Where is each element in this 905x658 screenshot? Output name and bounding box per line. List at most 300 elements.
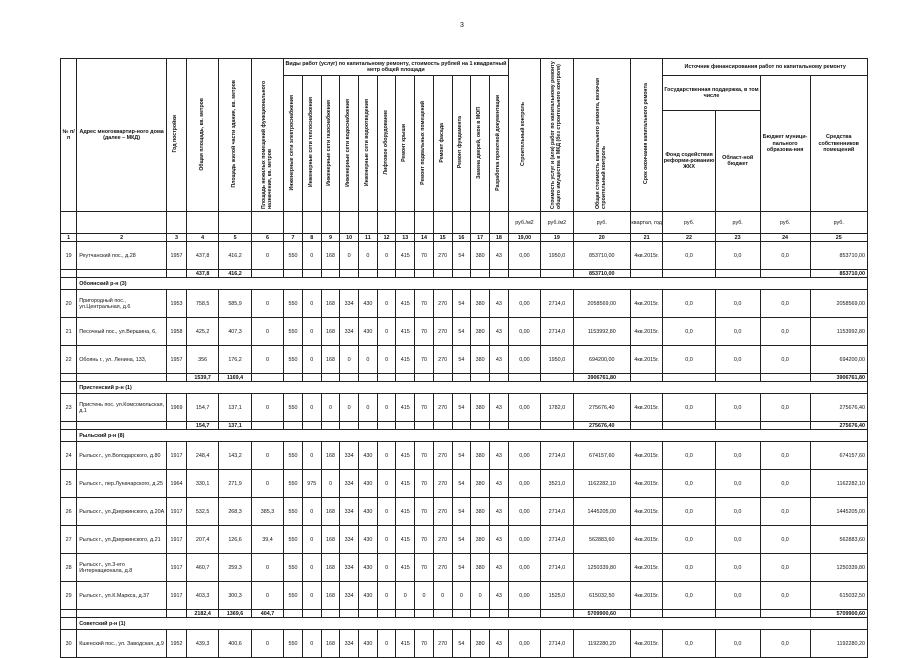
table-cell: 334	[340, 526, 359, 554]
table-cell: 0	[302, 582, 321, 610]
table-cell: 0	[302, 442, 321, 470]
table-cell: 0,00	[508, 630, 540, 658]
table-cell: 2182,4	[186, 610, 218, 618]
table-cell: 1162282,10	[810, 470, 868, 498]
table-cell: 4кв.2015г.	[630, 582, 662, 610]
table-cell: 43	[489, 498, 508, 526]
table-cell: 550	[284, 442, 303, 470]
table-cell	[452, 270, 471, 278]
table-cell: 550	[284, 346, 303, 374]
table-cell: 0,0	[760, 498, 810, 526]
table-cell: 54	[452, 242, 471, 270]
table-cell: 334	[340, 582, 359, 610]
unit-cell: руб.	[715, 212, 760, 234]
column-index-cell: 24	[760, 234, 810, 242]
table-cell: 43	[489, 290, 508, 318]
header-municipal: Бюджет муници-пального образова-ния	[760, 76, 810, 212]
table-cell: 2714,0	[541, 318, 573, 346]
table-cell: 248,4	[186, 442, 218, 470]
table-cell: 550	[284, 554, 303, 582]
table-cell	[359, 610, 378, 618]
unit-cell: руб.	[760, 212, 810, 234]
table-cell: 54	[452, 442, 471, 470]
unit-cell: руб./м2	[508, 212, 540, 234]
table-cell: 270	[433, 242, 452, 270]
header-work-6: Лифтовое оборудование	[382, 110, 389, 175]
table-cell	[340, 610, 359, 618]
capital-repair-table	[60, 58, 868, 658]
table-cell	[760, 374, 810, 382]
table-cell: 1917	[166, 582, 186, 610]
table-cell	[284, 270, 303, 278]
unit-cell: руб.	[810, 212, 868, 234]
table-cell: 407,3	[219, 318, 251, 346]
table-cell	[166, 374, 186, 382]
address-cell	[77, 270, 167, 278]
table-cell: 0	[377, 554, 396, 582]
header-work-11: Замена дверей, окон в МОП	[476, 106, 483, 179]
table-cell: 0	[302, 498, 321, 526]
column-index-cell: 16	[452, 234, 471, 242]
table-cell: 615032,50	[810, 582, 868, 610]
address-cell	[77, 610, 167, 618]
address-cell: Песочный пос., ул.Вершина, 6,	[77, 318, 167, 346]
table-cell: 415	[396, 394, 415, 422]
table-cell: 0,0	[760, 394, 810, 422]
table-cell: 380	[471, 498, 490, 526]
table-cell: 1445205,00	[810, 498, 868, 526]
table-cell: 275676,40	[573, 394, 630, 422]
table-cell: 550	[284, 318, 303, 346]
header-work-2: Инженерные сети теплоснабжения	[307, 97, 314, 188]
table-cell	[715, 422, 760, 430]
table-cell: 1952	[166, 630, 186, 658]
table-cell: 415	[396, 470, 415, 498]
table-cell	[715, 374, 760, 382]
address-cell: Рыльск г., пер.Луначарского, д.25	[77, 470, 167, 498]
table-cell: 0	[359, 394, 378, 422]
district-row	[61, 430, 868, 442]
table-cell	[166, 422, 186, 430]
table-cell: 176,2	[219, 346, 251, 374]
address-cell: Реутчанский пос., д.28	[77, 242, 167, 270]
table-cell: 853710,00	[810, 242, 868, 270]
district-row	[61, 618, 868, 630]
table-cell: 271,9	[219, 470, 251, 498]
header-total-cost: Общая стоимость капитального ремонта, включая строительный контроль	[594, 77, 607, 209]
table-cell	[760, 422, 810, 430]
header-living-area: Площадь жилой части здания, кв. метров	[231, 80, 238, 188]
table-cell	[541, 270, 573, 278]
table-cell: 1917	[166, 526, 186, 554]
column-index-cell: 18	[489, 234, 508, 242]
header-no: № п/п	[61, 59, 77, 212]
column-index-cell: 11	[359, 234, 378, 242]
table-cell	[396, 270, 415, 278]
table-cell	[321, 270, 340, 278]
table-cell: 54	[452, 498, 471, 526]
table-cell: 1957	[166, 346, 186, 374]
table-cell	[508, 422, 540, 430]
table-cell: 2714,0	[541, 554, 573, 582]
table-cell: 0,0	[760, 318, 810, 346]
table-cell: 0,0	[715, 242, 760, 270]
table-cell: 0,0	[760, 526, 810, 554]
address-cell	[77, 422, 167, 430]
table-cell: 430	[359, 470, 378, 498]
table-cell: 0,0	[663, 242, 715, 270]
table-cell	[321, 610, 340, 618]
table-cell: 0,0	[663, 442, 715, 470]
table-cell: 0,0	[760, 442, 810, 470]
table-cell: 43	[489, 526, 508, 554]
table-cell	[541, 422, 573, 430]
column-index-row	[61, 234, 868, 242]
table-cell	[489, 270, 508, 278]
table-cell: 3906761,80	[573, 374, 630, 382]
header-own-funds: Средства собственников помещений	[810, 76, 868, 212]
table-cell: 532,5	[186, 498, 218, 526]
table-cell: 4кв.2015г.	[630, 290, 662, 318]
table-cell: 430	[359, 526, 378, 554]
district-row	[61, 382, 868, 394]
table-cell: 54	[452, 554, 471, 582]
table-cell: 0,0	[715, 290, 760, 318]
table-cell: 4кв.2015г.	[630, 630, 662, 658]
table-cell: 1950,0	[541, 346, 573, 374]
table-cell	[471, 610, 490, 618]
table-cell: 268,3	[219, 498, 251, 526]
table-cell: 70	[415, 630, 434, 658]
table-cell	[340, 374, 359, 382]
table-cell: 143,2	[219, 442, 251, 470]
table-cell: 43	[489, 470, 508, 498]
header-work-4: Инженерные сети водоснабжения	[345, 98, 352, 187]
table-cell: 430	[359, 498, 378, 526]
table-cell: 1162282,10	[573, 470, 630, 498]
table-cell: 416,2	[219, 270, 251, 278]
table-cell	[760, 610, 810, 618]
table-cell: 0,0	[663, 470, 715, 498]
table-cell: 0,0	[715, 470, 760, 498]
table-cell: 0,0	[715, 318, 760, 346]
table-cell: 0,00	[508, 318, 540, 346]
table-cell: 2714,0	[541, 290, 573, 318]
table-cell	[377, 374, 396, 382]
header-work-5: Инженерные сети водоотведения	[363, 98, 370, 187]
table-cell	[359, 422, 378, 430]
table-cell: 550	[284, 290, 303, 318]
table-cell: 334	[340, 498, 359, 526]
table-cell: 0,0	[715, 442, 760, 470]
table-cell: 23	[61, 394, 77, 422]
table-cell: 550	[284, 582, 303, 610]
table-cell	[284, 374, 303, 382]
page-number: 3	[460, 22, 464, 29]
subtotal-row	[61, 610, 868, 618]
table-cell: 4кв.2015г.	[630, 346, 662, 374]
table-cell: 0,00	[508, 346, 540, 374]
table-cell: 1250339,80	[810, 554, 868, 582]
address-cell: Пригородный пос., ул.Центральная, д.6	[77, 290, 167, 318]
table-cell: 259,3	[219, 554, 251, 582]
table-cell: 615032,50	[573, 582, 630, 610]
table-cell: 43	[489, 318, 508, 346]
table-cell: 1953	[166, 290, 186, 318]
table-cell: 54	[452, 526, 471, 554]
table-cell: 0	[302, 318, 321, 346]
table-cell	[302, 374, 321, 382]
column-index-cell: 25	[810, 234, 868, 242]
table-cell	[377, 270, 396, 278]
table-cell: 0	[302, 346, 321, 374]
table-cell: 415	[396, 554, 415, 582]
table-cell: 380	[471, 470, 490, 498]
table-cell	[433, 270, 452, 278]
table-cell: 380	[471, 526, 490, 554]
table-cell	[284, 422, 303, 430]
table-cell: 26	[61, 498, 77, 526]
table-cell: 4кв.2015г.	[630, 394, 662, 422]
table-cell	[452, 610, 471, 618]
address-cell: Рыльск г., ул.Дзержинского, д.20А	[77, 498, 167, 526]
table-cell: 43	[489, 242, 508, 270]
table-cell: 334	[340, 554, 359, 582]
table-cell: 275676,40	[810, 394, 868, 422]
table-cell	[630, 610, 662, 618]
table-cell	[452, 374, 471, 382]
table-cell: 0	[302, 526, 321, 554]
table-cell: 550	[284, 526, 303, 554]
table-cell: 54	[452, 290, 471, 318]
table-cell: 1192280,20	[810, 630, 868, 658]
table-cell: 3906761,80	[810, 374, 868, 382]
table-cell: 1958	[166, 318, 186, 346]
table-cell: 70	[415, 498, 434, 526]
table-cell: 70	[415, 526, 434, 554]
table-cell	[396, 610, 415, 618]
table-cell: 207,4	[186, 526, 218, 554]
table-cell: 0	[302, 290, 321, 318]
table-cell: 334	[340, 290, 359, 318]
table-cell: 0,0	[760, 242, 810, 270]
unit-cell: руб.	[663, 212, 715, 234]
table-cell: 550	[284, 242, 303, 270]
header-nonres-area: Площадь нежилых помещений функционального назначения, кв. метров	[260, 80, 273, 209]
table-cell: 70	[415, 290, 434, 318]
table-cell: 154,7	[186, 422, 218, 430]
table-cell: 0	[251, 630, 283, 658]
table-cell: 380	[471, 242, 490, 270]
table-cell: 853710,00	[810, 270, 868, 278]
table-cell: 0,0	[715, 526, 760, 554]
subtotal-row	[61, 422, 868, 430]
table-cell: 0,00	[508, 554, 540, 582]
header-work-7: Ремонт крыши	[401, 123, 408, 162]
table-cell: 137,1	[219, 422, 251, 430]
table-cell: 0	[251, 394, 283, 422]
table-cell: 0	[251, 318, 283, 346]
table-cell	[61, 610, 77, 618]
table-cell: 385,3	[251, 498, 283, 526]
table-cell: 1169,4	[219, 374, 251, 382]
table-cell	[166, 610, 186, 618]
table-cell: 0,0	[760, 630, 810, 658]
table-cell	[663, 610, 715, 618]
table-cell: 0	[377, 498, 396, 526]
table-cell: 0	[302, 630, 321, 658]
table-cell: 437,8	[186, 242, 218, 270]
header-work-9: Ремонт фасада	[438, 122, 445, 163]
table-cell: 334	[340, 442, 359, 470]
table-cell: 270	[433, 554, 452, 582]
table-cell: 43	[489, 394, 508, 422]
table-cell: 0	[377, 394, 396, 422]
table-cell: 1969	[166, 394, 186, 422]
table-cell: 0,0	[663, 582, 715, 610]
table-cell: 70	[415, 394, 434, 422]
address-cell: Рыльск г., ул.Дзержинского, д.21	[77, 526, 167, 554]
table-cell: 4кв.2015г.	[630, 526, 662, 554]
table-cell: 439,3	[186, 630, 218, 658]
table-cell	[452, 422, 471, 430]
table-cell	[340, 422, 359, 430]
table-cell: 430	[359, 582, 378, 610]
table-cell: 168	[321, 554, 340, 582]
table-cell: 562883,60	[810, 526, 868, 554]
table-cell: 0,0	[760, 346, 810, 374]
header-constr-control: Строительный контроль	[520, 102, 527, 166]
table-cell: 0	[433, 582, 452, 610]
table-cell	[415, 270, 434, 278]
table-cell	[284, 610, 303, 618]
header-work-10: Ремонт фундамента	[457, 116, 464, 169]
table-cell: 0,0	[715, 394, 760, 422]
table-cell: 415	[396, 290, 415, 318]
table-cell: 1917	[166, 498, 186, 526]
table-cell: 0,0	[715, 630, 760, 658]
table-cell: 1950,0	[541, 242, 573, 270]
table-cell	[508, 270, 540, 278]
table-cell: 270	[433, 498, 452, 526]
table-cell: 270	[433, 442, 452, 470]
table-cell: 28	[61, 554, 77, 582]
address-cell	[77, 374, 167, 382]
table-cell: 0,0	[760, 290, 810, 318]
column-index-cell: 2	[77, 234, 167, 242]
table-row	[61, 582, 868, 610]
table-cell: 550	[284, 394, 303, 422]
column-index-cell: 23	[715, 234, 760, 242]
table-cell: 694200,00	[573, 346, 630, 374]
table-cell	[715, 270, 760, 278]
table-cell: 0	[251, 442, 283, 470]
address-cell: Пристень пос. ул.Комсомольская, д.1	[77, 394, 167, 422]
table-cell	[489, 610, 508, 618]
table-cell: 404,7	[251, 610, 283, 618]
table-cell: 415	[396, 318, 415, 346]
table-cell: 30	[61, 630, 77, 658]
table-row	[61, 242, 868, 270]
header-deadline: Срок окончания капитального ремонта	[642, 83, 649, 185]
table-cell	[630, 422, 662, 430]
table-cell: 0	[251, 554, 283, 582]
table-cell: 54	[452, 394, 471, 422]
column-index-cell: 19	[541, 234, 573, 242]
district-label: Пристенский р-н (1)	[77, 382, 868, 394]
header-work-3: Инженерные сети газоснабжения	[326, 99, 333, 186]
table-cell: 585,9	[219, 290, 251, 318]
table-cell	[415, 610, 434, 618]
table-cell	[61, 374, 77, 382]
table-cell	[396, 374, 415, 382]
table-row	[61, 470, 868, 498]
table-cell: 0,0	[663, 394, 715, 422]
table-cell: 0	[321, 470, 340, 498]
table-cell: 4кв.2015г.	[630, 242, 662, 270]
column-index-cell: 6	[251, 234, 283, 242]
table-cell	[321, 422, 340, 430]
table-cell: 334	[340, 470, 359, 498]
table-cell: 270	[433, 470, 452, 498]
table-cell: 70	[415, 554, 434, 582]
table-cell: 0	[377, 630, 396, 658]
column-index-cell: 17	[471, 234, 490, 242]
table-cell: 0	[251, 470, 283, 498]
table-cell: 1782,0	[541, 394, 573, 422]
table-cell: 4кв.2015г.	[630, 498, 662, 526]
table-cell: 1957	[166, 242, 186, 270]
table-cell: 1192280,20	[573, 630, 630, 658]
table-cell	[433, 422, 452, 430]
header-year: Год постройки	[172, 115, 179, 153]
table-cell: 380	[471, 554, 490, 582]
table-cell: 21	[61, 318, 77, 346]
table-cell: 356	[186, 346, 218, 374]
table-row	[61, 498, 868, 526]
header-fund: Фонд содействия реформи-рованию ЖКХ	[663, 111, 715, 212]
table-cell: 0,0	[760, 470, 810, 498]
table-cell: 380	[471, 442, 490, 470]
table-cell: 0	[251, 242, 283, 270]
table-cell: 0,0	[663, 498, 715, 526]
table-cell: 430	[359, 318, 378, 346]
table-cell: 0,0	[715, 346, 760, 374]
district-label: Рыльский р-н (8)	[77, 430, 868, 442]
table-cell: 54	[452, 630, 471, 658]
column-index-cell: 1	[61, 234, 77, 242]
table-cell: 270	[433, 318, 452, 346]
table-cell: 1153992,80	[573, 318, 630, 346]
table-cell: 27	[61, 526, 77, 554]
table-cell: 400,6	[219, 630, 251, 658]
table-cell: 550	[284, 498, 303, 526]
column-index-cell: 13	[396, 234, 415, 242]
column-index-cell: 20	[573, 234, 630, 242]
table-cell: 70	[415, 318, 434, 346]
table-cell: 0,0	[663, 346, 715, 374]
table-cell: 43	[489, 442, 508, 470]
table-cell: 416,2	[219, 242, 251, 270]
table-cell: 70	[415, 470, 434, 498]
table-cell: 0,00	[508, 498, 540, 526]
table-cell: 168	[321, 242, 340, 270]
header-works-group: Виды работ (услуг) по капитальному ремонту, стоимость рублей на 1 квадратный метр общей площади	[284, 59, 509, 76]
header-total-area: Общая площадь, кв. метров	[198, 97, 205, 171]
table-cell: 2058569,00	[573, 290, 630, 318]
table-cell: 0	[377, 470, 396, 498]
table-cell: 460,7	[186, 554, 218, 582]
